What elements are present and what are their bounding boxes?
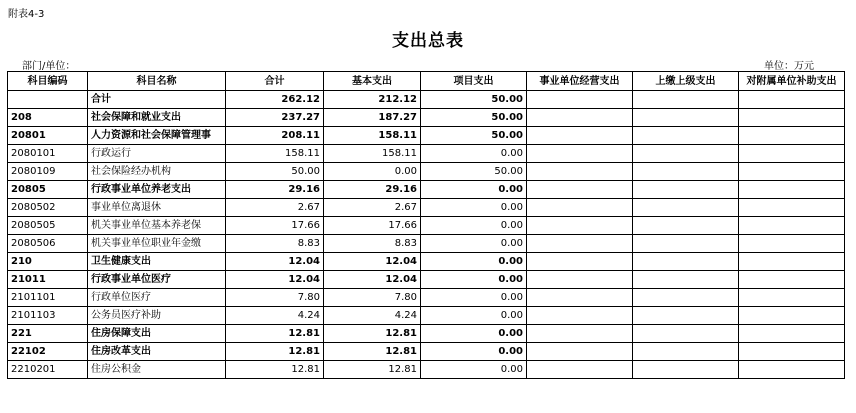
cell-remit <box>633 289 739 307</box>
cell-basic: 158.11 <box>324 145 421 163</box>
cell-operation <box>527 181 633 199</box>
cell-code: 2210201 <box>8 361 88 379</box>
cell-code: 20801 <box>8 127 88 145</box>
cell-project: 0.00 <box>421 271 527 289</box>
cell-project: 0.00 <box>421 325 527 343</box>
cell-operation <box>527 289 633 307</box>
cell-name: 社会保险经办机构 <box>88 163 226 181</box>
cell-subsidy <box>739 361 845 379</box>
cell-basic: 8.83 <box>324 235 421 253</box>
cell-remit <box>633 253 739 271</box>
cell-subsidy <box>739 325 845 343</box>
expenditure-table <box>7 71 845 379</box>
cell-total: 2.67 <box>226 199 324 217</box>
cell-basic: 0.00 <box>324 163 421 181</box>
cell-total: 50.00 <box>226 163 324 181</box>
cell-code: 210 <box>8 253 88 271</box>
cell-operation <box>527 235 633 253</box>
cell-subsidy <box>739 145 845 163</box>
col-header-project: 项目支出 <box>421 72 527 91</box>
cell-name: 卫生健康支出 <box>88 253 226 271</box>
cell-remit <box>633 145 739 163</box>
cell-total: 237.27 <box>226 109 324 127</box>
cell-remit <box>633 217 739 235</box>
cell-basic: 187.27 <box>324 109 421 127</box>
table-header-row <box>8 72 845 91</box>
cell-total: 208.11 <box>226 127 324 145</box>
cell-subsidy <box>739 289 845 307</box>
table-body <box>8 91 845 379</box>
cell-name: 住房保障支出 <box>88 325 226 343</box>
cell-total: 8.83 <box>226 235 324 253</box>
table-row <box>8 307 845 325</box>
cell-operation <box>527 145 633 163</box>
cell-name: 机关事业单位职业年金缴 <box>88 235 226 253</box>
cell-code: 21011 <box>8 271 88 289</box>
cell-subsidy <box>739 91 845 109</box>
cell-project: 0.00 <box>421 343 527 361</box>
cell-basic: 12.81 <box>324 343 421 361</box>
cell-remit <box>633 181 739 199</box>
table-row <box>8 361 845 379</box>
cell-name: 行政事业单位医疗 <box>88 271 226 289</box>
cell-name: 公务员医疗补助 <box>88 307 226 325</box>
cell-total: 12.04 <box>226 253 324 271</box>
cell-code: 2080506 <box>8 235 88 253</box>
col-header-operation: 事业单位经营支出 <box>527 72 633 91</box>
cell-code: 22102 <box>8 343 88 361</box>
cell-subsidy <box>739 235 845 253</box>
cell-basic: 158.11 <box>324 127 421 145</box>
cell-project: 50.00 <box>421 91 527 109</box>
table-row <box>8 181 845 199</box>
cell-subsidy <box>739 271 845 289</box>
cell-operation <box>527 271 633 289</box>
cell-basic: 12.81 <box>324 361 421 379</box>
cell-code: 2080101 <box>8 145 88 163</box>
cell-project: 50.00 <box>421 127 527 145</box>
cell-name: 行政单位医疗 <box>88 289 226 307</box>
table-row <box>8 127 845 145</box>
cell-code <box>8 91 88 109</box>
cell-total: 4.24 <box>226 307 324 325</box>
cell-operation <box>527 217 633 235</box>
cell-remit <box>633 163 739 181</box>
cell-name: 社会保障和就业支出 <box>88 109 226 127</box>
cell-name: 事业单位离退休 <box>88 199 226 217</box>
attachment-label: 附表4-3 <box>8 9 45 20</box>
cell-total: 158.11 <box>226 145 324 163</box>
cell-remit <box>633 271 739 289</box>
table-row <box>8 217 845 235</box>
cell-operation <box>527 325 633 343</box>
table-row <box>8 235 845 253</box>
cell-code: 2080502 <box>8 199 88 217</box>
cell-total: 7.80 <box>226 289 324 307</box>
cell-operation <box>527 343 633 361</box>
cell-project: 0.00 <box>421 199 527 217</box>
unit-label: 单位：万元 <box>764 61 814 72</box>
cell-operation <box>527 253 633 271</box>
table-row <box>8 325 845 343</box>
cell-total: 12.04 <box>226 271 324 289</box>
cell-remit <box>633 361 739 379</box>
col-header-name: 科目名称 <box>88 72 226 91</box>
table-row <box>8 109 845 127</box>
col-header-code: 科目编码 <box>8 72 88 91</box>
cell-basic: 4.24 <box>324 307 421 325</box>
cell-remit <box>633 235 739 253</box>
cell-subsidy <box>739 343 845 361</box>
cell-subsidy <box>739 181 845 199</box>
cell-name: 行政事业单位养老支出 <box>88 181 226 199</box>
cell-basic: 2.67 <box>324 199 421 217</box>
cell-project: 0.00 <box>421 181 527 199</box>
table-row <box>8 91 845 109</box>
cell-subsidy <box>739 253 845 271</box>
col-header-remit: 上缴上级支出 <box>633 72 739 91</box>
cell-subsidy <box>739 109 845 127</box>
cell-project: 50.00 <box>421 163 527 181</box>
cell-operation <box>527 163 633 181</box>
cell-subsidy <box>739 127 845 145</box>
cell-code: 20805 <box>8 181 88 199</box>
cell-remit <box>633 325 739 343</box>
cell-code: 2101101 <box>8 289 88 307</box>
col-header-total: 合计 <box>226 72 324 91</box>
table-row <box>8 253 845 271</box>
cell-project: 0.00 <box>421 361 527 379</box>
cell-name: 人力资源和社会保障管理事 <box>88 127 226 145</box>
cell-project: 0.00 <box>421 235 527 253</box>
cell-project: 0.00 <box>421 289 527 307</box>
page-title: 支出总表 <box>392 31 464 51</box>
cell-total: 12.81 <box>226 325 324 343</box>
col-header-subsidy: 对附属单位补助支出 <box>739 72 845 91</box>
col-header-basic: 基本支出 <box>324 72 421 91</box>
cell-basic: 12.04 <box>324 271 421 289</box>
cell-operation <box>527 307 633 325</box>
cell-remit <box>633 91 739 109</box>
cell-project: 0.00 <box>421 307 527 325</box>
cell-subsidy <box>739 163 845 181</box>
cell-code: 2101103 <box>8 307 88 325</box>
table-row <box>8 271 845 289</box>
table-row <box>8 343 845 361</box>
cell-name: 行政运行 <box>88 145 226 163</box>
cell-basic: 12.04 <box>324 253 421 271</box>
cell-operation <box>527 361 633 379</box>
cell-remit <box>633 109 739 127</box>
cell-remit <box>633 127 739 145</box>
cell-operation <box>527 109 633 127</box>
cell-total: 12.81 <box>226 343 324 361</box>
cell-code: 208 <box>8 109 88 127</box>
cell-total: 17.66 <box>226 217 324 235</box>
cell-name: 合计 <box>88 91 226 109</box>
cell-basic: 12.81 <box>324 325 421 343</box>
cell-basic: 17.66 <box>324 217 421 235</box>
cell-code: 221 <box>8 325 88 343</box>
cell-total: 262.12 <box>226 91 324 109</box>
cell-project: 0.00 <box>421 253 527 271</box>
cell-operation <box>527 199 633 217</box>
cell-project: 50.00 <box>421 109 527 127</box>
cell-code: 2080109 <box>8 163 88 181</box>
cell-project: 0.00 <box>421 145 527 163</box>
cell-subsidy <box>739 307 845 325</box>
cell-operation <box>527 91 633 109</box>
cell-project: 0.00 <box>421 217 527 235</box>
cell-total: 29.16 <box>226 181 324 199</box>
cell-basic: 212.12 <box>324 91 421 109</box>
cell-operation <box>527 127 633 145</box>
cell-subsidy <box>739 217 845 235</box>
cell-remit <box>633 307 739 325</box>
cell-total: 12.81 <box>226 361 324 379</box>
cell-code: 2080505 <box>8 217 88 235</box>
cell-basic: 29.16 <box>324 181 421 199</box>
cell-subsidy <box>739 199 845 217</box>
cell-name: 住房改革支出 <box>88 343 226 361</box>
cell-name: 住房公积金 <box>88 361 226 379</box>
table-row <box>8 163 845 181</box>
table-row <box>8 289 845 307</box>
cell-remit <box>633 343 739 361</box>
cell-name: 机关事业单位基本养老保 <box>88 217 226 235</box>
table-row <box>8 199 845 217</box>
cell-basic: 7.80 <box>324 289 421 307</box>
department-label: 部门/单位： <box>22 61 76 72</box>
cell-remit <box>633 199 739 217</box>
table-row <box>8 145 845 163</box>
